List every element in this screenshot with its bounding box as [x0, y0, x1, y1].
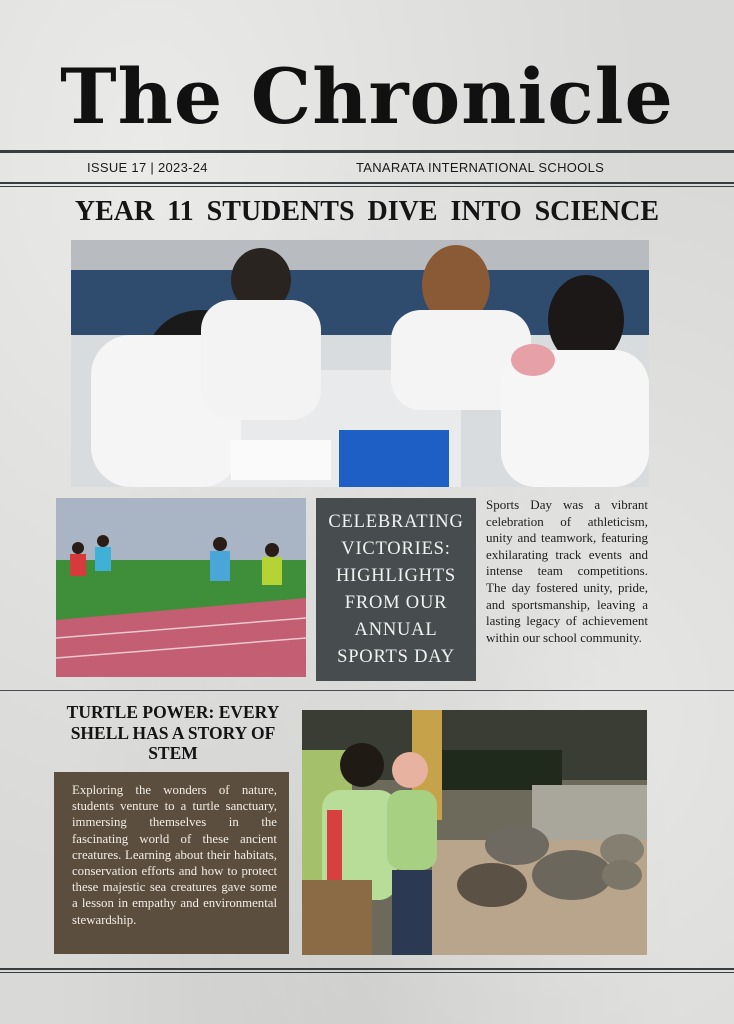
school-name: TANARATA INTERNATIONAL SCHOOLS — [356, 160, 605, 175]
turtle-article-box — [54, 772, 289, 954]
turtle-headline: TURTLE POWER: EVERY SHELL HAS A STORY OF STEM — [66, 702, 280, 763]
masthead-rule-bottom-1 — [0, 182, 734, 184]
section-divider — [0, 690, 734, 691]
masthead-rule-top — [0, 150, 734, 153]
masthead-rule-bottom-2 — [0, 186, 734, 187]
sports-day-photo — [56, 498, 306, 677]
sports-article-body: Sports Day was a vibrant celebration of athleticism, unity and teamwork, featuring exhilarating track events and intense team competitions. The day fostered unity, pride, and sportsmanship, leaving a lasting legacy of achievement within our school community. — [486, 497, 648, 645]
turtle-sanctuary-photo — [302, 710, 647, 955]
masthead-title: The Chronicle — [60, 52, 674, 141]
footer-rule-1 — [0, 968, 734, 970]
science-lab-photo — [71, 240, 649, 487]
footer-rule-2 — [0, 972, 734, 973]
sports-feature-title-box — [316, 498, 476, 681]
lead-headline: YEAR 11 STUDENTS DIVE INTO SCIENCE — [74, 196, 660, 227]
sports-feature-title: CELEBRATING VICTORIES: HIGHLIGHTS FROM OUR ANNUAL SPORTS DAY — [328, 511, 464, 667]
issue-number: ISSUE 17 | 2023-24 — [87, 160, 208, 175]
turtle-article-body: Exploring the wonders of nature, students venture to a turtle sanctuary, immersing themselves in the fascinating world of these ancient creatures. Learning about their habitats, conservation efforts and how to protect these majestic sea creatures gave some a lesson in empathy and environmental stewardship. — [72, 783, 277, 927]
